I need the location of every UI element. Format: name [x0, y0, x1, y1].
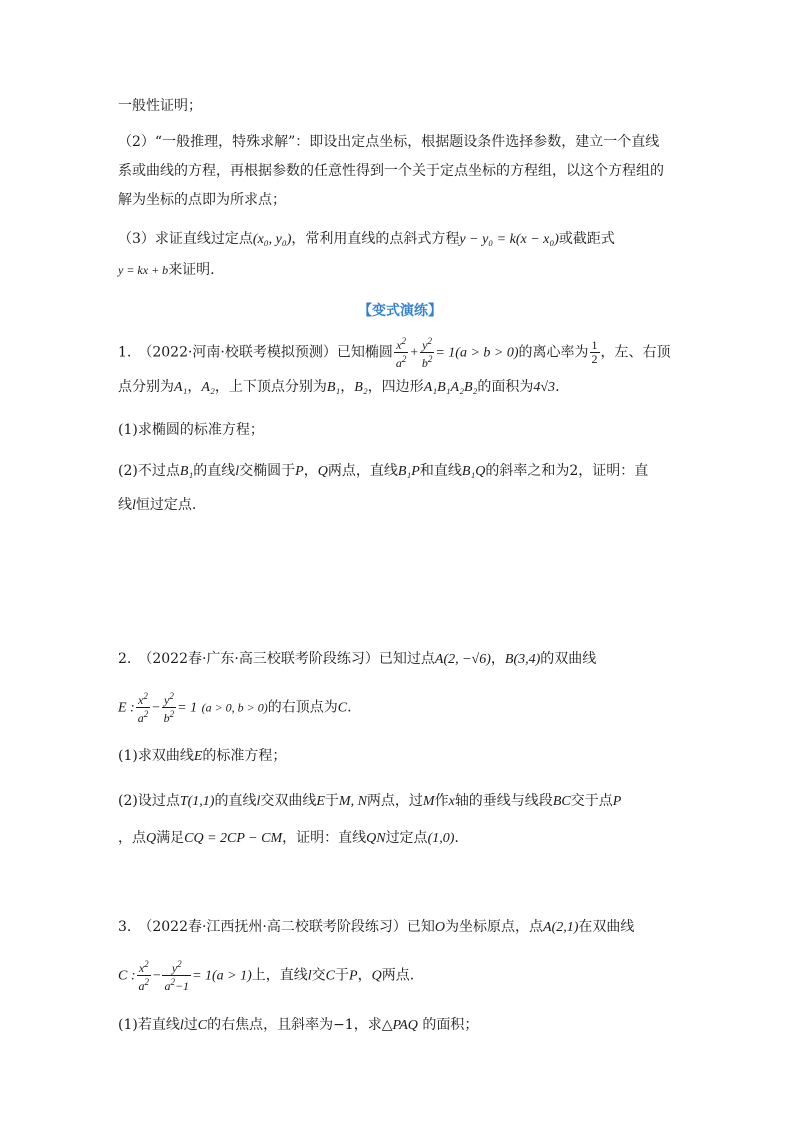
- q1-s2-text-a: (2)不过点: [118, 463, 180, 479]
- q1-line2-end: .: [555, 379, 560, 395]
- intro-p2-line-1: （2）“一般推理，特殊求解”：即设出定点坐标，根据题设条件选择参数，建立一个直线: [118, 134, 660, 150]
- q2-vector-equation: CQ = 2CP − CM: [184, 831, 283, 846]
- q2-s1-e: E: [193, 749, 203, 764]
- q2-fixed-point: (1,0): [427, 831, 455, 846]
- q3-s1-curve-c: C: [197, 1018, 208, 1033]
- hyperbola-c-condition: = 1(a > 1): [192, 968, 252, 984]
- q3-triangle-paq: △PAQ: [381, 1018, 418, 1033]
- q3-text-d: 上，直线: [251, 967, 308, 984]
- q2-s2-text-f: 作: [434, 793, 449, 809]
- point-slope-formula: y − y₀ = k(x − x₀): [459, 232, 559, 247]
- q2-s2-text-d: 于: [324, 793, 339, 809]
- q3-origin-o: O: [434, 920, 446, 935]
- q1-subquestion-1: (1)求椭圆的标准方程；: [118, 422, 264, 438]
- q3-s1-line-l: l: [179, 1018, 184, 1033]
- q1-line2-text-c: ，四边形: [367, 379, 424, 395]
- q2-line-2: E : $\frac{x^2}{a^2}$ − $\frac{y^2}{b^2}$ = 1 (a > 0, b > 0)的右顶点为C.: [118, 691, 352, 725]
- q1-subquestion-2-line-1: [118, 460, 648, 483]
- q3-s1-text-b: 过: [183, 1017, 198, 1033]
- q2-point-q: Q: [146, 831, 157, 846]
- q2-line-1: [118, 648, 596, 671]
- ellipse-y-fraction: $\frac{y^2}{b^2}$: [421, 336, 433, 370]
- q1-line2-text-a: 点分别为: [118, 379, 174, 395]
- q3-intro: 3. （2022春·江西抚州·高二校联考阶段练习）已知: [118, 919, 435, 935]
- section-title: 【变式演练】: [358, 303, 442, 319]
- q2-s3-text-d: 过定点: [385, 830, 428, 846]
- q1-s2-line-b1q: B₁Q: [461, 464, 486, 479]
- q1-s2-text-b: 的直线: [193, 463, 236, 479]
- q1-s2-text-d: ，: [303, 463, 318, 479]
- q2-point-t: T(1,1): [179, 794, 215, 809]
- hyperbola-c-y-fraction: $\frac{y^2}{a^2-1}$: [164, 959, 190, 993]
- eccentricity-fraction: $\frac{1}{2}$: [591, 338, 598, 366]
- intro-p3-line-2: [118, 259, 215, 281]
- intro-p3-text-c: 或截距式: [558, 231, 615, 247]
- q2-s3-text-c: ，证明：直线: [282, 830, 367, 846]
- q1-s2-line-b1p: B₁P: [397, 464, 420, 479]
- q2-vertex-c: C: [337, 700, 348, 716]
- q1-s2-text-f: 和直线: [419, 463, 462, 479]
- q3-text-e: 交: [311, 967, 326, 984]
- intro-p3-text-b: ，常利用直线的点斜式方程: [291, 231, 460, 247]
- q3-text-b: 为坐标原点，点: [445, 919, 544, 935]
- q2-point-b: B(3,4): [504, 652, 541, 667]
- q1-text-c: ，左、右顶: [600, 344, 671, 361]
- q2-segment-bc: BC: [552, 794, 571, 809]
- q3-subquestion-1: [118, 1014, 478, 1037]
- area-value: 4√3: [533, 380, 556, 395]
- hyperbola-c-x-fraction: $\frac{x^2}{a^2}$: [138, 959, 149, 993]
- q1-s2-text-c: 交椭圆于: [239, 463, 296, 479]
- q1-s2-text-h: 线: [118, 497, 132, 513]
- q3-s1-text-a: (1)若直线: [118, 1017, 180, 1033]
- q1-s2-point-p: P: [295, 464, 304, 479]
- quadrilateral-label: A₁B₁A₂B₂: [423, 380, 478, 395]
- q1-line-1: 1. （2022·河南·校联考模拟预测）已知椭圆 $\frac{x^2}{a^2}$ + $\frac{y^2}{b^2}$ = 1(a > b > 0)的离心率为 $\frac{1}{2}$ ，左、右顶: [118, 336, 671, 370]
- q1-s2-line-l: l: [235, 464, 240, 479]
- intro-p2-line-2: 系或曲线的方程，再根据参数的任意性得到一个关于定点坐标的方程组，以这个方程组的: [118, 163, 664, 179]
- q3-point-q: Q: [371, 968, 382, 984]
- q3-s1-text-c: 的右焦点，且斜率为−1，求: [207, 1017, 382, 1033]
- q1-subquestion-2-line-2: [118, 494, 196, 517]
- q2-line-qn: QN: [366, 831, 386, 846]
- intro-p3-text-d: 来证明.: [168, 262, 215, 278]
- q2-point-a: A(2, −√6): [434, 652, 491, 667]
- q2-s3-text-b: 满足: [156, 830, 185, 846]
- q1-line2-text-d: 的面积为: [477, 379, 534, 395]
- q2-x-axis: x: [448, 794, 455, 809]
- q1-s2-point-q: Q: [317, 464, 328, 479]
- intro-p2-line-3: 解为坐标的点即为所求点；: [118, 192, 286, 208]
- q2-text-c: 的双曲线: [540, 651, 597, 667]
- q2-s2-e: E: [316, 794, 325, 809]
- vertex-b2: B₂: [354, 380, 368, 395]
- q1-s2-text-i: 恒过定点.: [135, 497, 197, 513]
- q2-point-p: P: [612, 794, 622, 809]
- ellipse-condition: = 1(a > b > 0): [435, 345, 519, 361]
- q2-s3-text-a: ，点: [118, 830, 146, 846]
- hyperbola-e-x-fraction: $\frac{x^2}{a^2}$: [137, 691, 149, 725]
- q2-point-m: M: [422, 794, 435, 809]
- q2-s1-text-b: 的标准方程；: [202, 748, 287, 764]
- intercept-formula: y = kx + b: [118, 263, 169, 277]
- q3-s1-text-d: 的面积；: [422, 1017, 479, 1033]
- q2-line-l: l: [256, 794, 261, 809]
- hyperbola-e-y-fraction: $\frac{y^2}{b^2}$: [163, 691, 175, 725]
- q2-s2-text-e: 两点，过: [366, 793, 423, 809]
- q1-s2-text-e: 两点，直线: [327, 463, 398, 479]
- q1-s2-text-g: 的斜率之和为2，证明：直: [485, 463, 649, 479]
- q2-subquestion-2-line-2: [118, 827, 459, 850]
- q3-point-p: P: [349, 968, 358, 984]
- intro-line-1: 一般性证明；: [118, 98, 202, 114]
- vertex-b1: B₁: [326, 380, 341, 395]
- fixed-point-formula: (x₀, y₀): [252, 232, 292, 247]
- q1-intro: 1. （2022·河南·校联考模拟预测）已知椭圆: [118, 344, 393, 361]
- q1-sep-2: ，: [340, 379, 355, 395]
- q2-sep: ，: [490, 651, 505, 667]
- q2-s3-end: .: [454, 830, 459, 846]
- q2-s2-text-b: 的直线: [214, 793, 257, 809]
- q1-text-b: 的离心率为: [518, 344, 589, 361]
- vertex-a1: A₁: [174, 380, 188, 395]
- q3-point-a: A(2,1): [543, 920, 579, 935]
- q2-s2-text-a: (2)设过点: [118, 793, 180, 809]
- q3-sep: ，: [357, 967, 372, 984]
- q2-subquestion-2-line-1: [118, 790, 621, 813]
- q2-points-mn: M, N: [338, 794, 367, 809]
- q1-s2-line-l-2: l: [132, 498, 136, 513]
- intro-p3-text-a: （3）求证直线过定点: [118, 231, 253, 247]
- ellipse-x-fraction: $\frac{x^2}{a^2}$: [395, 336, 407, 370]
- q1-sep-1: ，: [187, 379, 202, 395]
- q2-s2-text-c: 交双曲线: [260, 793, 317, 809]
- q3-text-f: 于: [335, 967, 350, 984]
- q3-line-2: C : $\frac{x^2}{a^2}$ − $\frac{y^2}{a^2-1}$ = 1(a > 1)上，直线l交C于P，Q两点.: [118, 959, 415, 993]
- q1-line-2: [118, 376, 560, 399]
- q3-line-l: l: [307, 968, 312, 984]
- q2-s2-text-g: 轴的垂线与线段: [454, 793, 553, 809]
- q3-text-c: 在双曲线: [578, 919, 635, 935]
- q3-line-1: [118, 916, 634, 939]
- q1-line2-text-b: ，上下顶点分别为: [214, 379, 327, 395]
- q2-s2-text-h: 交于点: [570, 793, 613, 809]
- hyperbola-e-condition: (a > 0, b > 0): [201, 700, 268, 715]
- hyperbola-c-label: C :: [118, 968, 136, 984]
- q3-text-h: 两点.: [381, 967, 415, 984]
- q2-s1-text-a: (1)求双曲线: [118, 748, 194, 764]
- q2-subquestion-1: [118, 745, 286, 768]
- q3-curve-c: C: [325, 968, 336, 984]
- q2-intro: 2. （2022春·广东·高三校联考阶段练习）已知过点: [118, 651, 435, 667]
- q2-dot: .: [347, 699, 352, 716]
- hyperbola-e-label: E :: [118, 700, 135, 716]
- hyperbola-e-equals: = 1: [177, 700, 198, 716]
- q1-s2-b1: B₁: [179, 464, 194, 479]
- vertex-a2: A₂: [201, 380, 215, 395]
- intro-p3-line-1: [118, 228, 615, 251]
- q2-text-d: 的右顶点为: [267, 699, 338, 716]
